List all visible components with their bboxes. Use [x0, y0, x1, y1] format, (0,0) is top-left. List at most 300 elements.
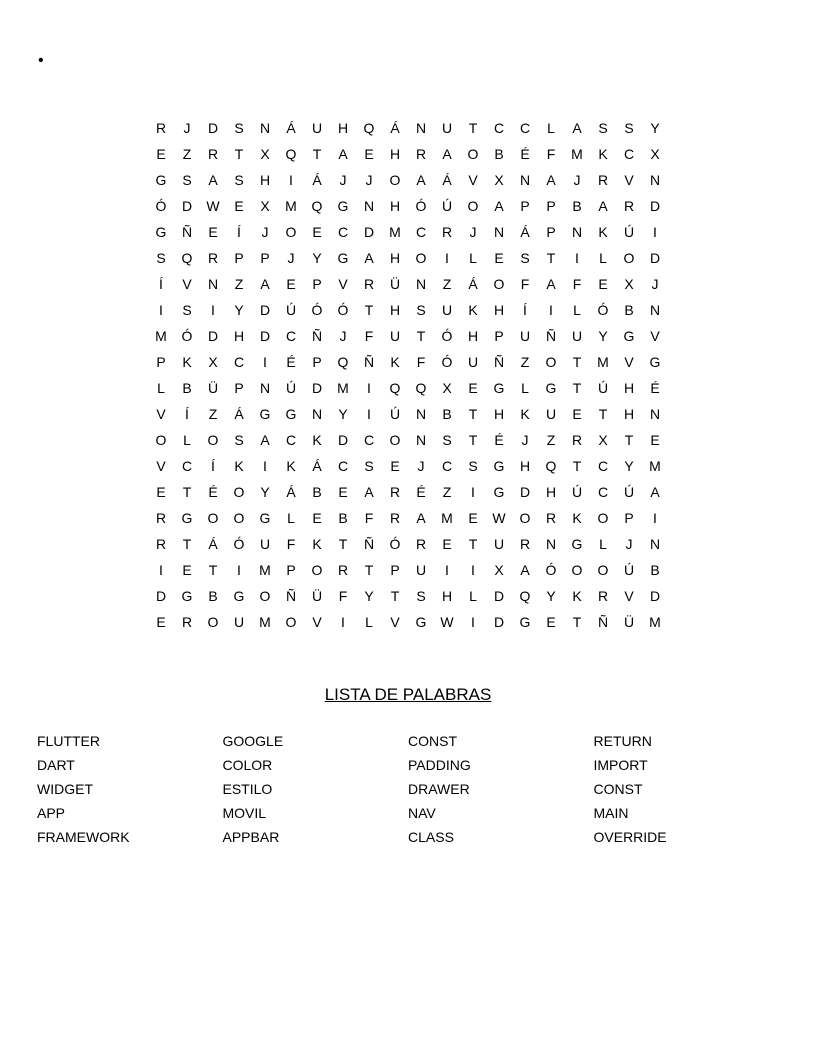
grid-letter: Ó: [415, 198, 427, 214]
grid-letter: O: [233, 510, 245, 526]
grid-letter: O: [285, 224, 297, 240]
grid-letter: B: [624, 302, 634, 318]
grid-letter: Ú: [389, 406, 401, 422]
grid-letter: U: [545, 406, 557, 422]
grid-letter: U: [571, 328, 583, 344]
grid-row: [148, 609, 668, 635]
grid-row: [148, 193, 668, 219]
grid-letter: S: [442, 432, 452, 448]
grid-letter: Y: [312, 250, 322, 266]
grid-letter: Y: [650, 120, 660, 136]
grid-letter: Ñ: [597, 614, 609, 630]
grid-letter: G: [337, 198, 349, 214]
grid-letter: F: [338, 588, 348, 604]
grid-letter: Z: [208, 406, 218, 422]
grid-letter: U: [389, 328, 401, 344]
grid-letter: A: [520, 562, 530, 578]
word-list-item: APPBAR: [222, 829, 280, 845]
grid-letter: D: [155, 588, 167, 604]
grid-letter: N: [207, 276, 219, 292]
grid-letter: B: [182, 380, 192, 396]
grid-letter: H: [389, 302, 401, 318]
grid-letter: S: [520, 250, 530, 266]
grid-letter: L: [365, 614, 373, 630]
grid-letter: R: [207, 250, 219, 266]
grid-letter: O: [519, 510, 531, 526]
word-list-item: FLUTTER: [37, 733, 100, 749]
grid-letter: H: [467, 328, 479, 344]
word-list-item: ESTILO: [222, 781, 273, 797]
grid-letter: N: [649, 406, 661, 422]
grid-letter: Ú: [571, 484, 583, 500]
grid-letter: P: [156, 354, 166, 370]
grid-letter: Ó: [545, 562, 557, 578]
grid-letter: Í: [523, 302, 527, 318]
word-list-column: [223, 730, 409, 850]
grid-letter: H: [493, 406, 505, 422]
grid-letter: D: [649, 588, 661, 604]
word-list-column: [37, 730, 223, 850]
grid-letter: L: [469, 250, 477, 266]
grid-letter: Ñ: [181, 224, 193, 240]
grid-letter: I: [367, 380, 371, 396]
word-list-item: PADDING: [408, 757, 471, 773]
grid-letter: T: [182, 536, 192, 552]
grid-letter: V: [390, 614, 400, 630]
word-list-column: [594, 730, 780, 850]
grid-letter: T: [312, 146, 322, 162]
grid-letter: Ó: [389, 536, 401, 552]
grid-letter: Ñ: [311, 328, 323, 344]
grid-letter: T: [546, 250, 556, 266]
grid-letter: R: [415, 536, 427, 552]
grid-letter: Q: [181, 250, 193, 266]
grid-letter: Ñ: [493, 354, 505, 370]
word-list-item: COLOR: [222, 757, 273, 773]
grid-letter: D: [259, 302, 271, 318]
grid-letter: Á: [286, 120, 296, 136]
grid-letter: U: [311, 120, 323, 136]
grid-letter: Ú: [285, 380, 297, 396]
grid-row: [148, 115, 668, 141]
grid-letter: N: [649, 172, 661, 188]
grid-letter: K: [598, 146, 608, 162]
grid-letter: É: [650, 380, 660, 396]
grid-letter: W: [440, 614, 454, 630]
grid-letter: C: [597, 484, 609, 500]
grid-letter: Z: [546, 432, 556, 448]
grid-letter: O: [597, 562, 609, 578]
grid-letter: P: [494, 328, 504, 344]
grid-letter: O: [233, 484, 245, 500]
grid-row: [148, 375, 668, 401]
grid-row: [148, 297, 668, 323]
grid-letter: S: [624, 120, 634, 136]
grid-letter: Q: [311, 198, 323, 214]
grid-letter: K: [520, 406, 530, 422]
grid-letter: B: [494, 146, 504, 162]
word-list-item: DART: [37, 757, 75, 773]
grid-letter: M: [259, 562, 271, 578]
grid-letter: X: [494, 172, 504, 188]
grid-letter: A: [260, 432, 270, 448]
grid-letter: W: [206, 198, 220, 214]
grid-letter: T: [182, 484, 192, 500]
grid-letter: O: [155, 432, 167, 448]
grid-letter: K: [572, 588, 582, 604]
grid-letter: R: [415, 146, 427, 162]
grid-letter: S: [182, 172, 192, 188]
grid-letter: U: [233, 614, 245, 630]
grid-letter: Í: [185, 406, 189, 422]
word-list: [37, 730, 779, 850]
grid-letter: A: [338, 146, 348, 162]
grid-letter: R: [207, 146, 219, 162]
grid-letter: G: [493, 380, 505, 396]
grid-letter: S: [234, 172, 244, 188]
grid-letter: M: [649, 614, 661, 630]
grid-letter: B: [442, 406, 452, 422]
grid-letter: V: [624, 354, 634, 370]
grid-letter: X: [494, 562, 504, 578]
grid-letter: K: [468, 302, 478, 318]
grid-letter: Ó: [181, 328, 193, 344]
grid-letter: L: [573, 302, 581, 318]
grid-letter: F: [416, 354, 426, 370]
grid-letter: C: [493, 120, 505, 136]
grid-letter: F: [364, 510, 374, 526]
grid-letter: Q: [285, 146, 297, 162]
word-list-item: APP: [37, 805, 66, 821]
grid-letter: O: [259, 588, 271, 604]
grid-letter: E: [650, 432, 660, 448]
grid-row: [148, 245, 668, 271]
grid-letter: C: [519, 120, 531, 136]
grid-letter: H: [493, 302, 505, 318]
grid-letter: J: [261, 224, 269, 240]
grid-letter: J: [183, 120, 191, 136]
grid-row: [148, 583, 668, 609]
grid-letter: O: [389, 432, 401, 448]
grid-letter: J: [417, 458, 425, 474]
grid-letter: H: [259, 172, 271, 188]
grid-letter: I: [471, 562, 475, 578]
grid-letter: N: [259, 380, 271, 396]
grid-letter: V: [338, 276, 348, 292]
grid-letter: I: [653, 224, 657, 240]
grid-letter: L: [547, 120, 555, 136]
grid-letter: M: [155, 328, 167, 344]
grid-letter: X: [208, 354, 218, 370]
grid-letter: Ñ: [545, 328, 557, 344]
grid-letter: P: [312, 276, 322, 292]
grid-letter: C: [285, 328, 297, 344]
grid-letter: C: [415, 224, 427, 240]
grid-row: [148, 479, 668, 505]
grid-letter: Q: [363, 120, 375, 136]
grid-letter: Y: [546, 588, 556, 604]
grid-letter: P: [546, 224, 556, 240]
word-list-item: WIDGET: [37, 781, 93, 797]
grid-letter: D: [337, 432, 349, 448]
grid-letter: D: [207, 120, 219, 136]
grid-letter: N: [415, 432, 427, 448]
grid-letter: C: [285, 432, 297, 448]
grid-letter: T: [468, 536, 478, 552]
grid-letter: I: [341, 614, 345, 630]
grid-letter: G: [181, 510, 193, 526]
grid-letter: L: [469, 588, 477, 604]
word-list-item: GOOGLE: [222, 733, 284, 749]
grid-letter: A: [416, 510, 426, 526]
grid-letter: V: [624, 588, 634, 604]
grid-letter: Ü: [389, 276, 401, 292]
grid-letter: U: [493, 536, 505, 552]
grid-letter: O: [207, 614, 219, 630]
word-list-item: OVERRIDE: [593, 829, 667, 845]
grid-letter: D: [363, 224, 375, 240]
grid-letter: É: [416, 484, 426, 500]
grid-letter: I: [263, 458, 267, 474]
grid-letter: C: [363, 432, 375, 448]
grid-letter: T: [390, 588, 400, 604]
grid-letter: C: [337, 458, 349, 474]
grid-letter: Z: [520, 354, 530, 370]
grid-letter: A: [416, 172, 426, 188]
grid-row: [148, 557, 668, 583]
grid-letter: H: [389, 198, 401, 214]
grid-letter: Ú: [441, 198, 453, 214]
word-search-grid: [148, 115, 668, 635]
grid-letter: A: [364, 250, 374, 266]
grid-letter: Á: [208, 536, 218, 552]
grid-row: [148, 219, 668, 245]
grid-letter: B: [650, 562, 660, 578]
grid-letter: É: [494, 432, 504, 448]
grid-letter: E: [468, 380, 478, 396]
grid-letter: Á: [390, 120, 400, 136]
grid-letter: I: [575, 250, 579, 266]
grid-letter: U: [441, 120, 453, 136]
grid-letter: G: [649, 354, 661, 370]
grid-letter: N: [415, 276, 427, 292]
grid-letter: O: [597, 510, 609, 526]
grid-letter: N: [311, 406, 323, 422]
grid-letter: G: [545, 380, 557, 396]
grid-letter: E: [156, 484, 166, 500]
grid-letter: U: [519, 328, 531, 344]
grid-letter: P: [234, 380, 244, 396]
grid-letter: Í: [237, 224, 241, 240]
grid-letter: N: [545, 536, 557, 552]
grid-letter: Ú: [597, 380, 609, 396]
grid-letter: V: [624, 172, 634, 188]
grid-letter: I: [159, 562, 163, 578]
grid-letter: N: [259, 120, 271, 136]
grid-letter: Ó: [337, 302, 349, 318]
grid-letter: Ó: [441, 328, 453, 344]
grid-letter: K: [234, 458, 244, 474]
word-list-item: RETURN: [593, 733, 652, 749]
grid-letter: N: [415, 406, 427, 422]
grid-letter: Ú: [623, 484, 635, 500]
grid-letter: L: [599, 250, 607, 266]
grid-letter: T: [572, 380, 582, 396]
grid-letter: T: [468, 406, 478, 422]
grid-letter: D: [493, 614, 505, 630]
grid-letter: D: [207, 328, 219, 344]
grid-letter: Í: [211, 458, 215, 474]
grid-letter: R: [389, 510, 401, 526]
grid-letter: Z: [182, 146, 192, 162]
word-list-column: [408, 730, 594, 850]
grid-letter: G: [571, 536, 583, 552]
grid-letter: D: [519, 484, 531, 500]
grid-letter: G: [259, 406, 271, 422]
grid-letter: U: [259, 536, 271, 552]
grid-letter: O: [467, 146, 479, 162]
grid-letter: O: [571, 562, 583, 578]
grid-letter: T: [416, 328, 426, 344]
grid-letter: O: [415, 250, 427, 266]
grid-letter: Ú: [623, 562, 635, 578]
word-list-item: CLASS: [408, 829, 454, 845]
grid-letter: S: [416, 588, 426, 604]
grid-letter: G: [519, 614, 531, 630]
grid-letter: P: [546, 198, 556, 214]
grid-letter: E: [234, 198, 244, 214]
grid-letter: U: [467, 354, 479, 370]
grid-letter: Í: [159, 276, 163, 292]
grid-letter: S: [182, 302, 192, 318]
grid-letter: R: [155, 510, 167, 526]
word-list-item: DRAWER: [408, 781, 470, 797]
grid-letter: N: [493, 224, 505, 240]
grid-letter: H: [337, 120, 349, 136]
grid-letter: P: [390, 562, 400, 578]
grid-letter: D: [311, 380, 323, 396]
grid-letter: R: [337, 562, 349, 578]
grid-letter: M: [441, 510, 453, 526]
grid-letter: E: [286, 276, 296, 292]
grid-letter: P: [520, 198, 530, 214]
grid-letter: A: [572, 120, 582, 136]
grid-letter: A: [364, 484, 374, 500]
grid-letter: R: [597, 172, 609, 188]
grid-letter: R: [597, 588, 609, 604]
grid-letter: G: [415, 614, 427, 630]
word-list-item: MAIN: [593, 805, 629, 821]
grid-letter: S: [468, 458, 478, 474]
grid-letter: M: [259, 614, 271, 630]
grid-letter: C: [597, 458, 609, 474]
grid-letter: J: [339, 172, 347, 188]
grid-letter: N: [363, 198, 375, 214]
grid-letter: C: [337, 224, 349, 240]
grid-letter: Ñ: [285, 588, 297, 604]
grid-letter: H: [389, 250, 401, 266]
grid-row: [148, 323, 668, 349]
grid-letter: L: [287, 510, 295, 526]
grid-letter: R: [441, 224, 453, 240]
grid-letter: T: [234, 146, 244, 162]
grid-letter: I: [445, 562, 449, 578]
grid-letter: M: [649, 458, 661, 474]
grid-letter: Á: [468, 276, 478, 292]
grid-letter: G: [493, 484, 505, 500]
grid-letter: E: [442, 536, 452, 552]
grid-letter: E: [208, 224, 218, 240]
grid-letter: O: [207, 510, 219, 526]
grid-letter: E: [156, 146, 166, 162]
grid-letter: P: [234, 250, 244, 266]
grid-letter: Á: [442, 172, 452, 188]
grid-letter: A: [598, 198, 608, 214]
grid-letter: S: [598, 120, 608, 136]
grid-letter: Ü: [207, 380, 219, 396]
grid-letter: K: [312, 536, 322, 552]
grid-letter: U: [441, 302, 453, 318]
grid-letter: S: [234, 120, 244, 136]
grid-letter: K: [182, 354, 192, 370]
grid-letter: I: [367, 406, 371, 422]
grid-letter: E: [364, 146, 374, 162]
grid-letter: E: [182, 562, 192, 578]
grid-letter: I: [159, 302, 163, 318]
grid-letter: I: [549, 302, 553, 318]
grid-letter: R: [389, 484, 401, 500]
grid-letter: H: [623, 380, 635, 396]
grid-letter: O: [207, 432, 219, 448]
word-list-item: IMPORT: [593, 757, 648, 773]
grid-letter: Ú: [285, 302, 297, 318]
grid-letter: Q: [337, 354, 349, 370]
grid-letter: O: [493, 276, 505, 292]
grid-letter: T: [468, 120, 478, 136]
grid-letter: B: [572, 198, 582, 214]
grid-letter: C: [233, 354, 245, 370]
grid-letter: E: [312, 224, 322, 240]
grid-letter: É: [520, 146, 530, 162]
grid-letter: S: [156, 250, 166, 266]
grid-letter: D: [181, 198, 193, 214]
grid-letter: Ñ: [363, 536, 375, 552]
grid-letter: Ó: [311, 302, 323, 318]
grid-letter: V: [182, 276, 192, 292]
grid-letter: R: [545, 510, 557, 526]
grid-letter: R: [155, 536, 167, 552]
grid-letter: Z: [442, 484, 452, 500]
grid-letter: Ó: [233, 536, 245, 552]
word-list-item: CONST: [593, 781, 643, 797]
grid-row: [148, 531, 668, 557]
grid-letter: H: [519, 458, 531, 474]
grid-letter: C: [623, 146, 635, 162]
grid-letter: T: [572, 354, 582, 370]
grid-letter: D: [649, 250, 661, 266]
grid-letter: X: [442, 380, 452, 396]
grid-letter: H: [623, 406, 635, 422]
grid-letter: Á: [312, 458, 322, 474]
word-list-item: NAV: [408, 805, 436, 821]
grid-letter: S: [364, 458, 374, 474]
grid-letter: G: [181, 588, 193, 604]
grid-row: [148, 453, 668, 479]
grid-letter: T: [572, 458, 582, 474]
grid-letter: Q: [389, 380, 401, 396]
grid-letter: Y: [260, 484, 270, 500]
grid-letter: J: [651, 276, 659, 292]
